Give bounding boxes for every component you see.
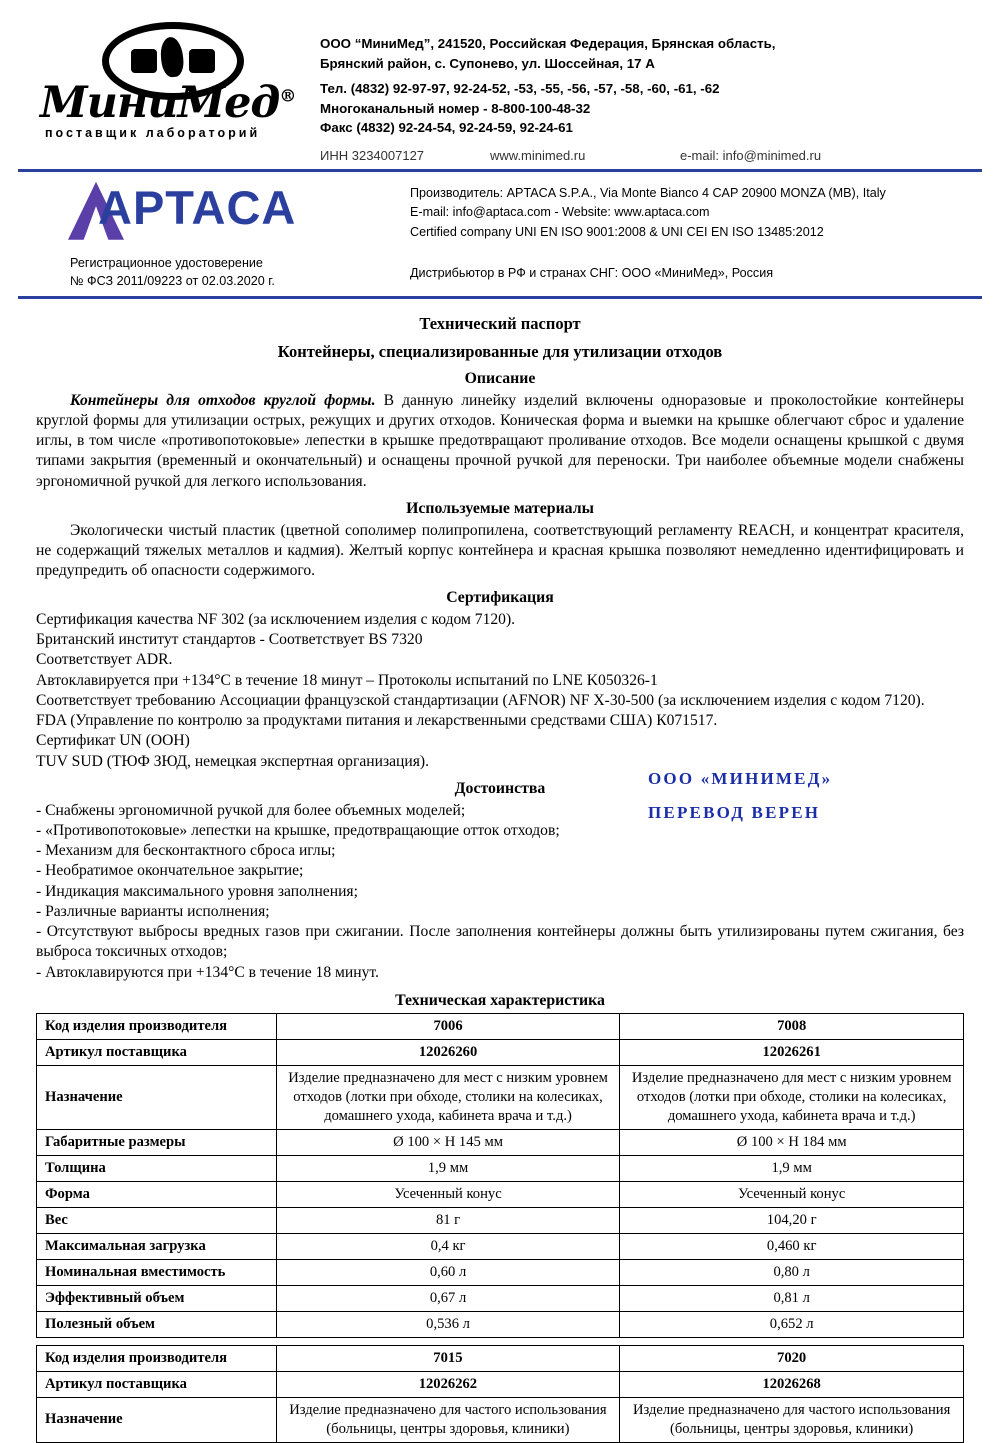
row-value-col1: 0,60 л — [276, 1260, 620, 1286]
registered-trademark-icon: ® — [279, 86, 296, 107]
row-value-col1: 7006 — [276, 1014, 620, 1040]
spec-table-block-2 — [36, 1345, 964, 1443]
minimed-logo — [40, 22, 310, 142]
table-row — [37, 1346, 964, 1372]
row-value-col1: Изделие предназначено для мест с низким уровнем отходов (лотки при обходе, столики на колесиках, домашнего ухода, кабинета врача и т.д.) — [276, 1066, 620, 1130]
section-heading-materials: Используемые материалы — [406, 500, 594, 517]
row-value-col2: 1,9 мм — [620, 1156, 964, 1182]
row-value-col2: Ø 100 × H 184 мм — [620, 1130, 964, 1156]
table-row — [37, 1397, 964, 1442]
certification-line: Автоклавируется при +134°С в течение 18 минут – Протоколы испытаний по LNE K050326-1 — [36, 671, 658, 689]
row-value-col2: 0,460 кг — [620, 1234, 964, 1260]
registration-certificate — [40, 254, 410, 291]
table-row — [37, 1372, 964, 1398]
registration-title: Регистрационное удостоверение — [70, 255, 263, 270]
row-value-col1: 12026262 — [276, 1372, 620, 1398]
certification-line: Соответствует требованию Ассоциации французской стандартизации (AFNOR) NF X-30-500 (за исключением изделия с кодом 7120). — [36, 691, 925, 709]
certification-line: Сертификат UN (ООН) — [36, 732, 190, 750]
company-email[interactable]: e-mail: info@minimed.ru — [680, 147, 822, 163]
row-label: Габаритные размеры — [37, 1130, 277, 1156]
row-value-col2: 7008 — [620, 1014, 964, 1040]
advantage-item: - Различные варианты исполнения; — [36, 902, 270, 920]
row-value-col1: Ø 100 × H 145 мм — [276, 1130, 620, 1156]
manufacturer-details — [410, 180, 960, 243]
materials-paragraph: Экологически чистый пластик (цветной сополимер полипропилена, соответствующий регламенту REACH, и концентрат красителя, не содержащий тяжелых металлов и кадмия). Желтый корпус контейнера и красная крышка позволяют немедленно идентифицировать и предупредить об опасности содержимого. — [36, 521, 964, 580]
table-row — [37, 1066, 964, 1130]
table-row — [37, 1208, 964, 1234]
table-row — [37, 1040, 964, 1066]
row-label: Полезный объем — [37, 1312, 277, 1338]
row-value-col1: 81 г — [276, 1208, 620, 1234]
company-multichannel-line: Многоканальный номер - 8-800-100-48-32 — [320, 100, 591, 116]
company-address-line-1: ООО “МиниМед”, 241520, Российская Федерация, Брянская область, — [320, 36, 776, 51]
table-row — [37, 1156, 964, 1182]
description-text: В данную линейку изделий включены одноразовые и проколостойкие контейнеры круглой формы для утилизации острых, режущих и других отходов. Коническая форма и выемки на крышке облегчают сброс и удаление иглы, в том числе «противопотоковые» лепестки в крышке предотвращают проливание отходов. Все модели оснащены крышкой с двумя типами закрытия (временный и окончательный) и оснащены прочной ручкой для переноски. Три наиболее объемные модели снабжены эргономичной ручкой для легкого использования. — [36, 391, 964, 490]
row-label: Форма — [37, 1182, 277, 1208]
table-row — [37, 1014, 964, 1040]
advantage-item: - Автоклавируются при +134°С в течение 18 минут. — [36, 963, 379, 981]
row-value-col2: 104,20 г — [620, 1208, 964, 1234]
section-heading-advantages: Достоинства — [454, 779, 546, 797]
certification-line: TUV SUD (ТЮФ ЗЮД, немецкая экспертная организация). — [36, 752, 430, 770]
row-label: Код изделия производителя — [37, 1014, 277, 1040]
certification-line: FDA (Управление по контролю за продуктами питания и лекарственными средствами США) К071517. — [36, 712, 718, 730]
translation-stamp — [648, 762, 832, 830]
row-value-col2: 0,652 л — [620, 1312, 964, 1338]
table-row — [37, 1312, 964, 1338]
row-value-col2: 12026261 — [620, 1040, 964, 1066]
table-row — [37, 1234, 964, 1260]
table-row — [37, 1286, 964, 1312]
row-label: Назначение — [37, 1397, 277, 1442]
distributor-line: Дистрибьютор в РФ и странах СНГ: ООО «МиниМед», Россия — [410, 265, 774, 280]
row-label: Эффективный объем — [37, 1286, 277, 1312]
advantage-item: - Снабжены эргономичной ручкой для более объемных моделей; — [36, 801, 466, 819]
brand-word-text: МиниМед — [40, 78, 280, 128]
spec-table-heading: Техническая характеристика — [395, 991, 605, 1009]
brand-wordmark — [40, 78, 295, 128]
row-value-col1: 0,4 кг — [276, 1234, 620, 1260]
table-row — [37, 1260, 964, 1286]
minimed-logo-block — [40, 18, 320, 142]
flame-left-bar-icon — [131, 49, 157, 73]
row-value-col2: 12026268 — [620, 1372, 964, 1398]
registration-number: № ФСЗ 2011/09223 от 02.03.2020 г. — [70, 274, 275, 289]
document-title: Технический паспорт — [419, 314, 581, 334]
advantage-item: - Индикация максимального уровня заполнения; — [36, 882, 358, 900]
description-lead: Контейнеры для отходов круглой формы. — [70, 391, 376, 409]
company-website[interactable]: www.minimed.ru — [490, 147, 586, 163]
flame-icon — [159, 36, 185, 78]
certification-line: Сертификация качества NF 302 (за исключением изделия с кодом 7120). — [36, 610, 516, 628]
company-fax-line: Факс (4832) 92-24-54, 92-24-59, 92-24-61 — [320, 120, 573, 136]
row-value-col1: 0,536 л — [276, 1312, 620, 1338]
table-row — [37, 1182, 964, 1208]
aptaca-logo — [40, 180, 410, 250]
row-value-col1: 12026260 — [276, 1040, 620, 1066]
row-value-col2: 7020 — [620, 1346, 964, 1372]
row-value-col1: 7015 — [276, 1346, 620, 1372]
section-heading-description: Описание — [464, 370, 536, 388]
company-contact-block — [320, 18, 960, 165]
section-heading-certification: Сертификация — [446, 589, 554, 607]
advantage-item: - Отсутствуют выбросы вредных газов при сжигании. После заполнения контейнеры должны быть утилизированы путем сжигания, без выброса токсичных отходов; — [36, 923, 964, 961]
row-label: Толщина — [37, 1156, 277, 1182]
row-label: Артикул поставщика — [37, 1040, 277, 1066]
company-address-line-2: Брянский район, с. Супонево, ул. Шоссейная, 17 А — [320, 55, 655, 71]
stamp-line-1: ООО «МИНИМЕД» — [648, 769, 833, 788]
manufacturer-contacts: E-mail: info@aptaca.com - Website: www.aptaca.com — [410, 205, 710, 220]
registration-row — [0, 250, 1000, 291]
manufacturer-band — [0, 172, 1000, 250]
brand-tagline: поставщик лабораторий — [45, 126, 261, 140]
certification-line: Британский институт стандартов - Соответствует BS 7320 — [36, 631, 423, 649]
manufacturer-certifications: Certified company UNI EN ISO 9001:2008 & UNI CEI EN ISO 13485:2012 — [410, 224, 824, 239]
aptaca-wordmark: APTACA — [98, 180, 297, 234]
row-label: Артикул поставщика — [37, 1372, 277, 1398]
advantage-item: - Необратимое окончательное закрытие; — [36, 862, 304, 880]
table-row — [37, 1130, 964, 1156]
spec-table-block-1 — [36, 1013, 964, 1338]
advantage-item: - Механизм для бесконтактного сброса иглы; — [36, 842, 336, 860]
manufacturer-address: Производитель: APTACA S.P.A., Via Monte Bianco 4 CAP 20900 MONZA (MB), Italy — [410, 185, 886, 200]
row-value-col1: 0,67 л — [276, 1286, 620, 1312]
stamp-line-2: ПЕРЕВОД ВЕРЕН — [648, 803, 821, 822]
row-label: Назначение — [37, 1066, 277, 1130]
row-value-col2: Усеченный конус — [620, 1182, 964, 1208]
advantage-item: - «Противопотоковые» лепестки на крышке, предотвращающие отток отходов; — [36, 821, 560, 839]
row-label: Номинальная вместимость — [37, 1260, 277, 1286]
flame-right-bar-icon — [189, 49, 215, 73]
row-value-col2: Изделие предназначено для мест с низким уровнем отходов (лотки при обходе, столики на колесиках, домашнего ухода, кабинета врача и т.д.) — [620, 1066, 964, 1130]
row-value-col1: Усеченный конус — [276, 1182, 620, 1208]
row-label: Максимальная загрузка — [37, 1234, 277, 1260]
row-value-col1: 1,9 мм — [276, 1156, 620, 1182]
row-value-col2: 0,80 л — [620, 1260, 964, 1286]
company-inn: ИНН 3234007127 — [320, 147, 425, 163]
row-value-col2: Изделие предназначено для частого использования (больницы, центры здоровья, клиники) — [620, 1397, 964, 1442]
row-value-col2: 0,81 л — [620, 1286, 964, 1312]
description-paragraph — [36, 391, 964, 492]
company-ids-row — [320, 146, 960, 165]
document-subtitle: Контейнеры, специализированные для утилизации отходов — [277, 341, 723, 361]
document-body — [0, 299, 1000, 1443]
company-phone-line: Тел. (4832) 92-97-97, 92-24-52, -53, -55, -56, -57, -58, -60, -61, -62 — [320, 81, 720, 97]
certification-line: Соответствует ADR. — [36, 651, 173, 669]
document-header — [0, 0, 1000, 165]
row-label: Код изделия производителя — [37, 1346, 277, 1372]
row-label: Вес — [37, 1208, 277, 1234]
row-value-col1: Изделие предназначено для частого использования (больницы, центры здоровья, клиники) — [276, 1397, 620, 1442]
